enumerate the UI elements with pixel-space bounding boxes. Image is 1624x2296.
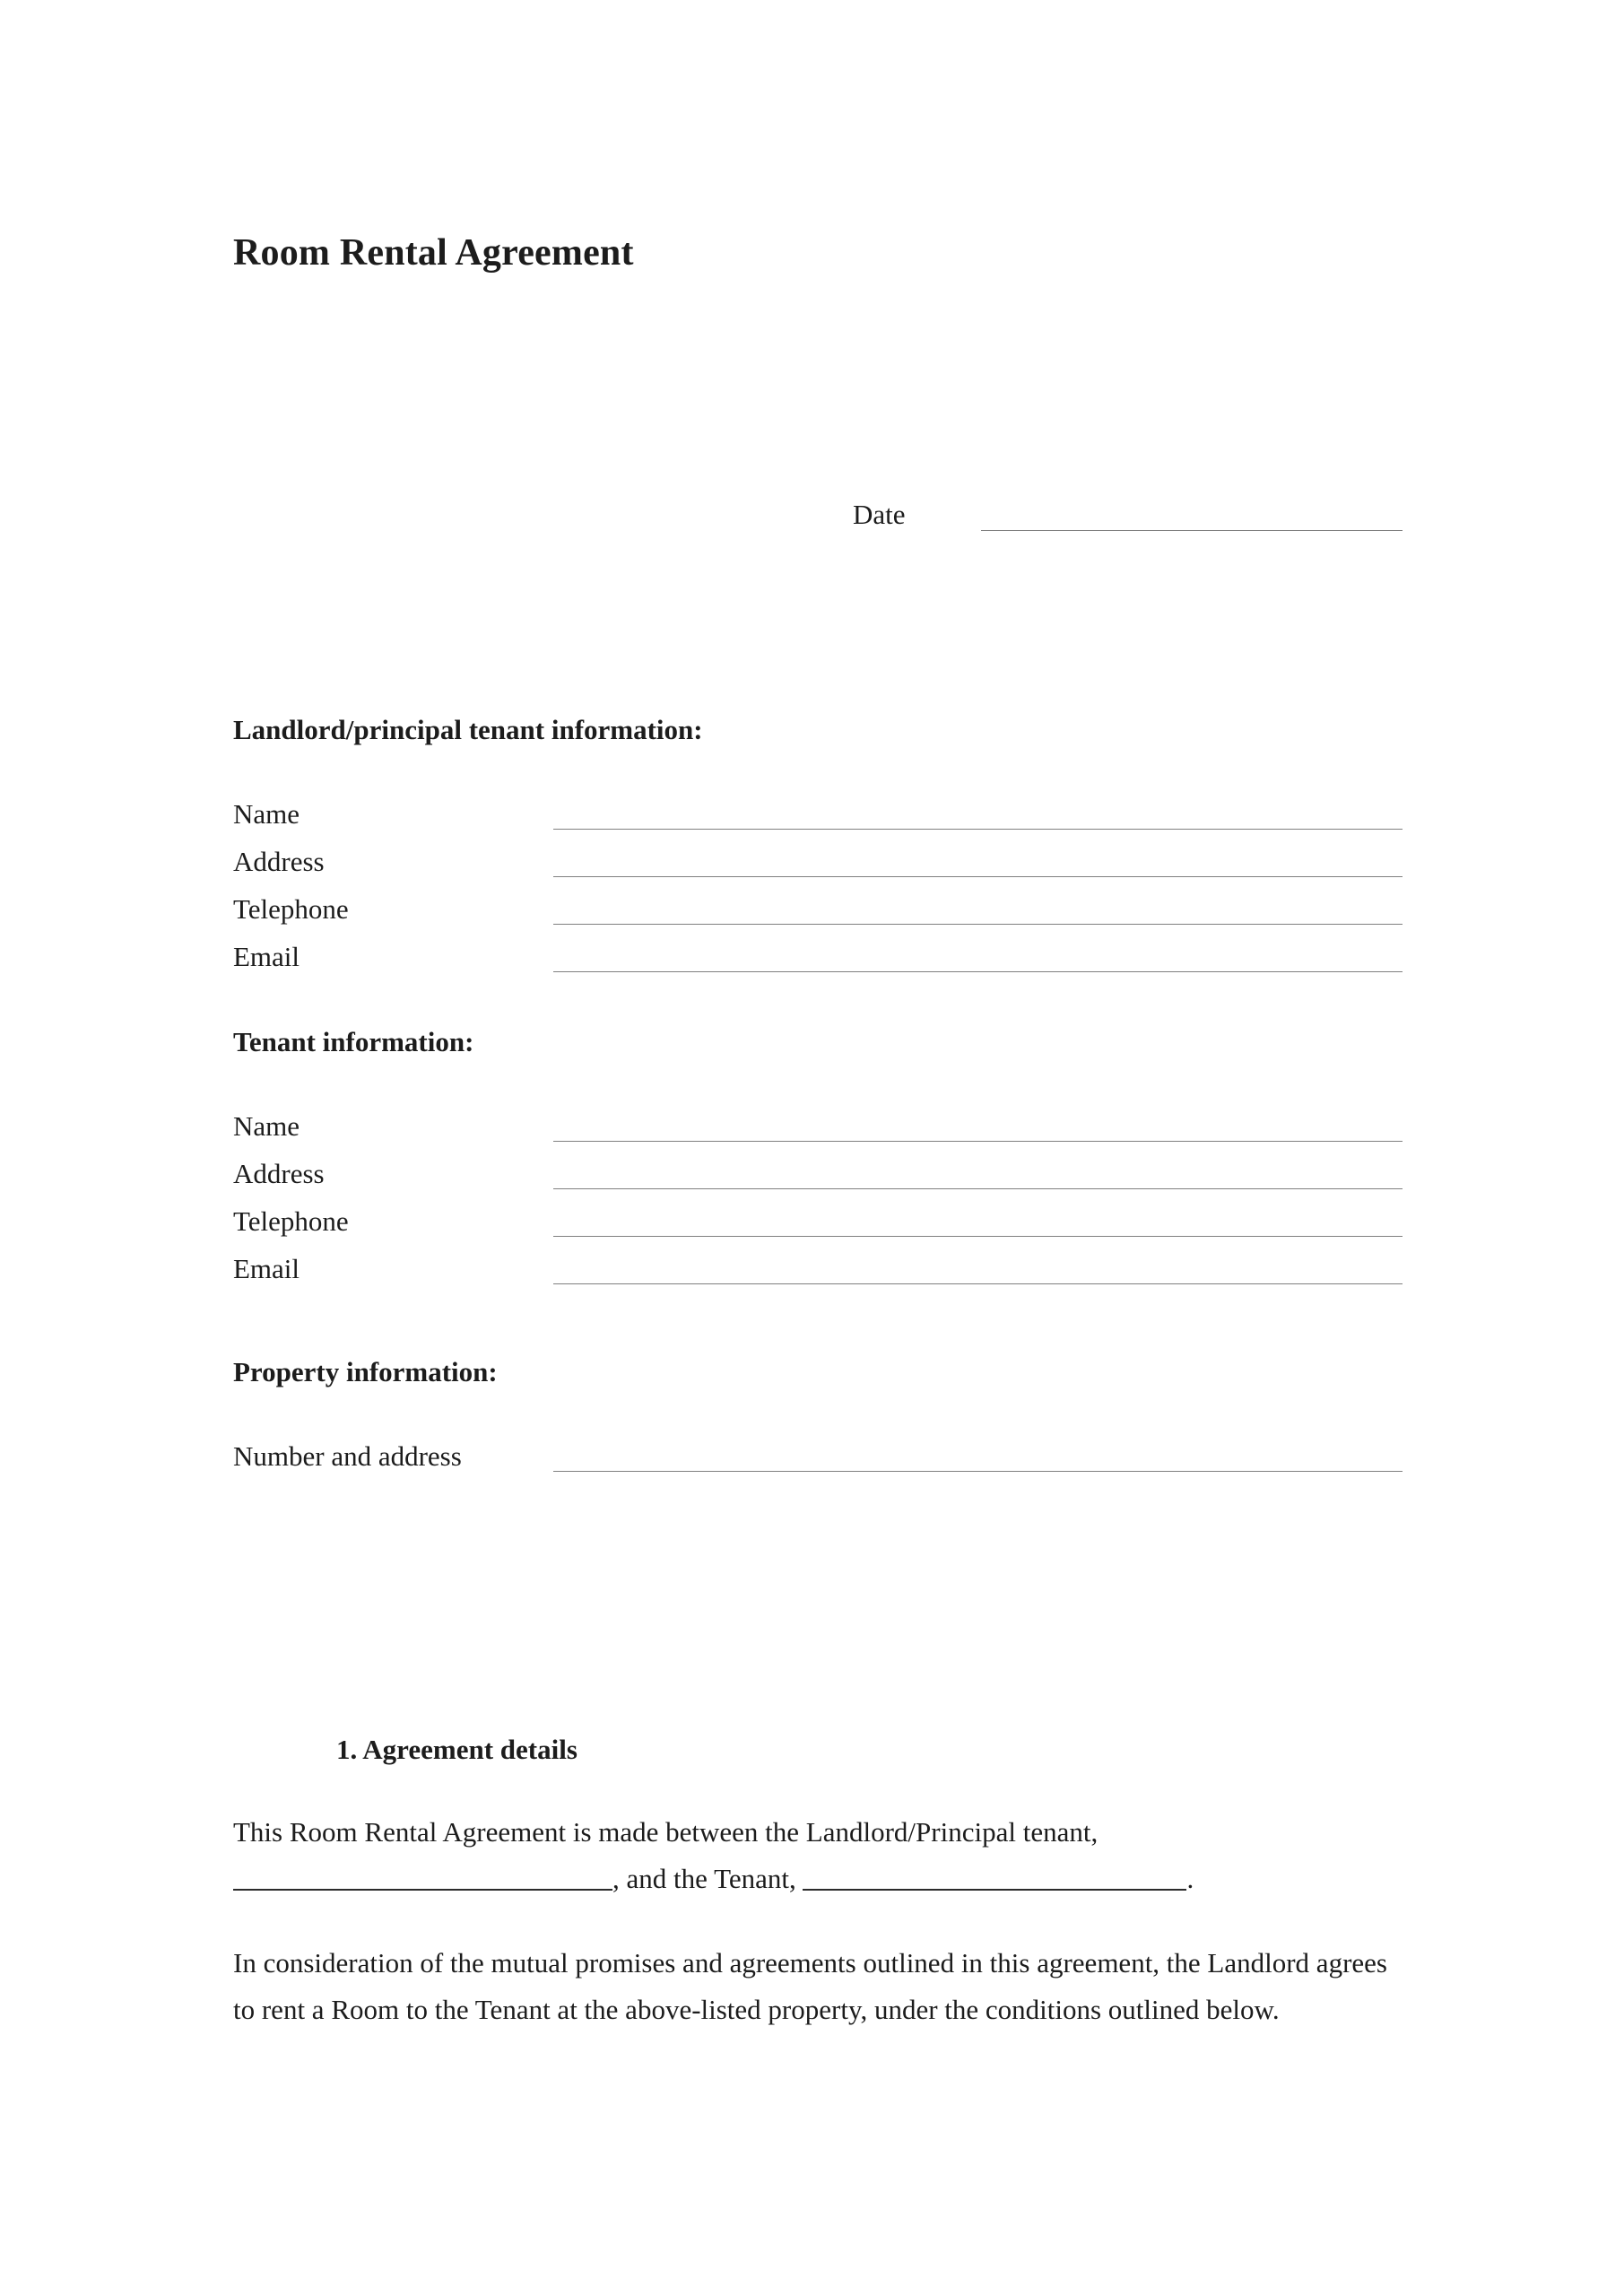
tenant-section-heading: Tenant information: xyxy=(233,1026,474,1057)
property-address-field-line[interactable] xyxy=(553,1471,1403,1472)
landlord-telephone-field-line[interactable] xyxy=(553,924,1403,925)
landlord-name-blank[interactable] xyxy=(233,1874,612,1891)
field-label: Email xyxy=(233,1253,300,1284)
field-label: Telephone xyxy=(233,1205,349,1237)
tenant-name-field-line[interactable] xyxy=(553,1141,1403,1142)
field-label: Address xyxy=(233,846,325,877)
field-label: Number and address xyxy=(233,1440,462,1472)
field-row-tenant-address xyxy=(233,1150,1403,1197)
date-field-line[interactable] xyxy=(981,530,1403,531)
field-label: Email xyxy=(233,941,300,972)
paragraph-1-text-before: This Room Rental Agreement is made between the Landlord/Principal tenant, xyxy=(233,1816,1099,1848)
field-label: Telephone xyxy=(233,893,349,925)
tenant-telephone-field-line[interactable] xyxy=(553,1236,1403,1237)
field-row-property-address xyxy=(233,1432,1403,1480)
page-title: Room Rental Agreement xyxy=(233,232,634,274)
paragraph-1-text-after: . xyxy=(1186,1863,1194,1894)
field-label: Name xyxy=(233,1110,300,1142)
agreement-paragraph-1 xyxy=(233,1809,1403,1902)
landlord-name-field-line[interactable] xyxy=(553,829,1403,830)
agreement-details-heading: 1. Agreement details xyxy=(336,1734,578,1765)
landlord-address-field-line[interactable] xyxy=(553,876,1403,877)
landlord-section-heading: Landlord/principal tenant information: xyxy=(233,714,703,745)
paragraph-1-text-middle: , and the Tenant, xyxy=(612,1863,803,1894)
field-row-tenant-name xyxy=(233,1102,1403,1150)
date-label: Date xyxy=(853,499,906,530)
landlord-fields xyxy=(233,790,1403,980)
field-row-landlord-name xyxy=(233,790,1403,838)
property-fields xyxy=(233,1432,1403,1480)
property-section-heading: Property information: xyxy=(233,1356,498,1387)
field-row-landlord-email xyxy=(233,933,1403,980)
field-label: Address xyxy=(233,1158,325,1189)
date-row xyxy=(233,495,1403,535)
field-row-landlord-telephone xyxy=(233,885,1403,933)
field-row-tenant-telephone xyxy=(233,1197,1403,1245)
tenant-fields xyxy=(233,1102,1403,1292)
agreement-paragraph-2: In consideration of the mutual promises and agreements outlined in this agreement, the Landlord agrees to rent a Room to the Tenant at the above-listed property, under the conditions outlined below. xyxy=(233,1947,1387,2025)
field-label: Name xyxy=(233,798,300,830)
field-row-landlord-address xyxy=(233,838,1403,885)
tenant-email-field-line[interactable] xyxy=(553,1283,1403,1284)
landlord-email-field-line[interactable] xyxy=(553,971,1403,972)
field-row-tenant-email xyxy=(233,1245,1403,1292)
tenant-address-field-line[interactable] xyxy=(553,1188,1403,1189)
tenant-name-blank[interactable] xyxy=(803,1874,1186,1891)
